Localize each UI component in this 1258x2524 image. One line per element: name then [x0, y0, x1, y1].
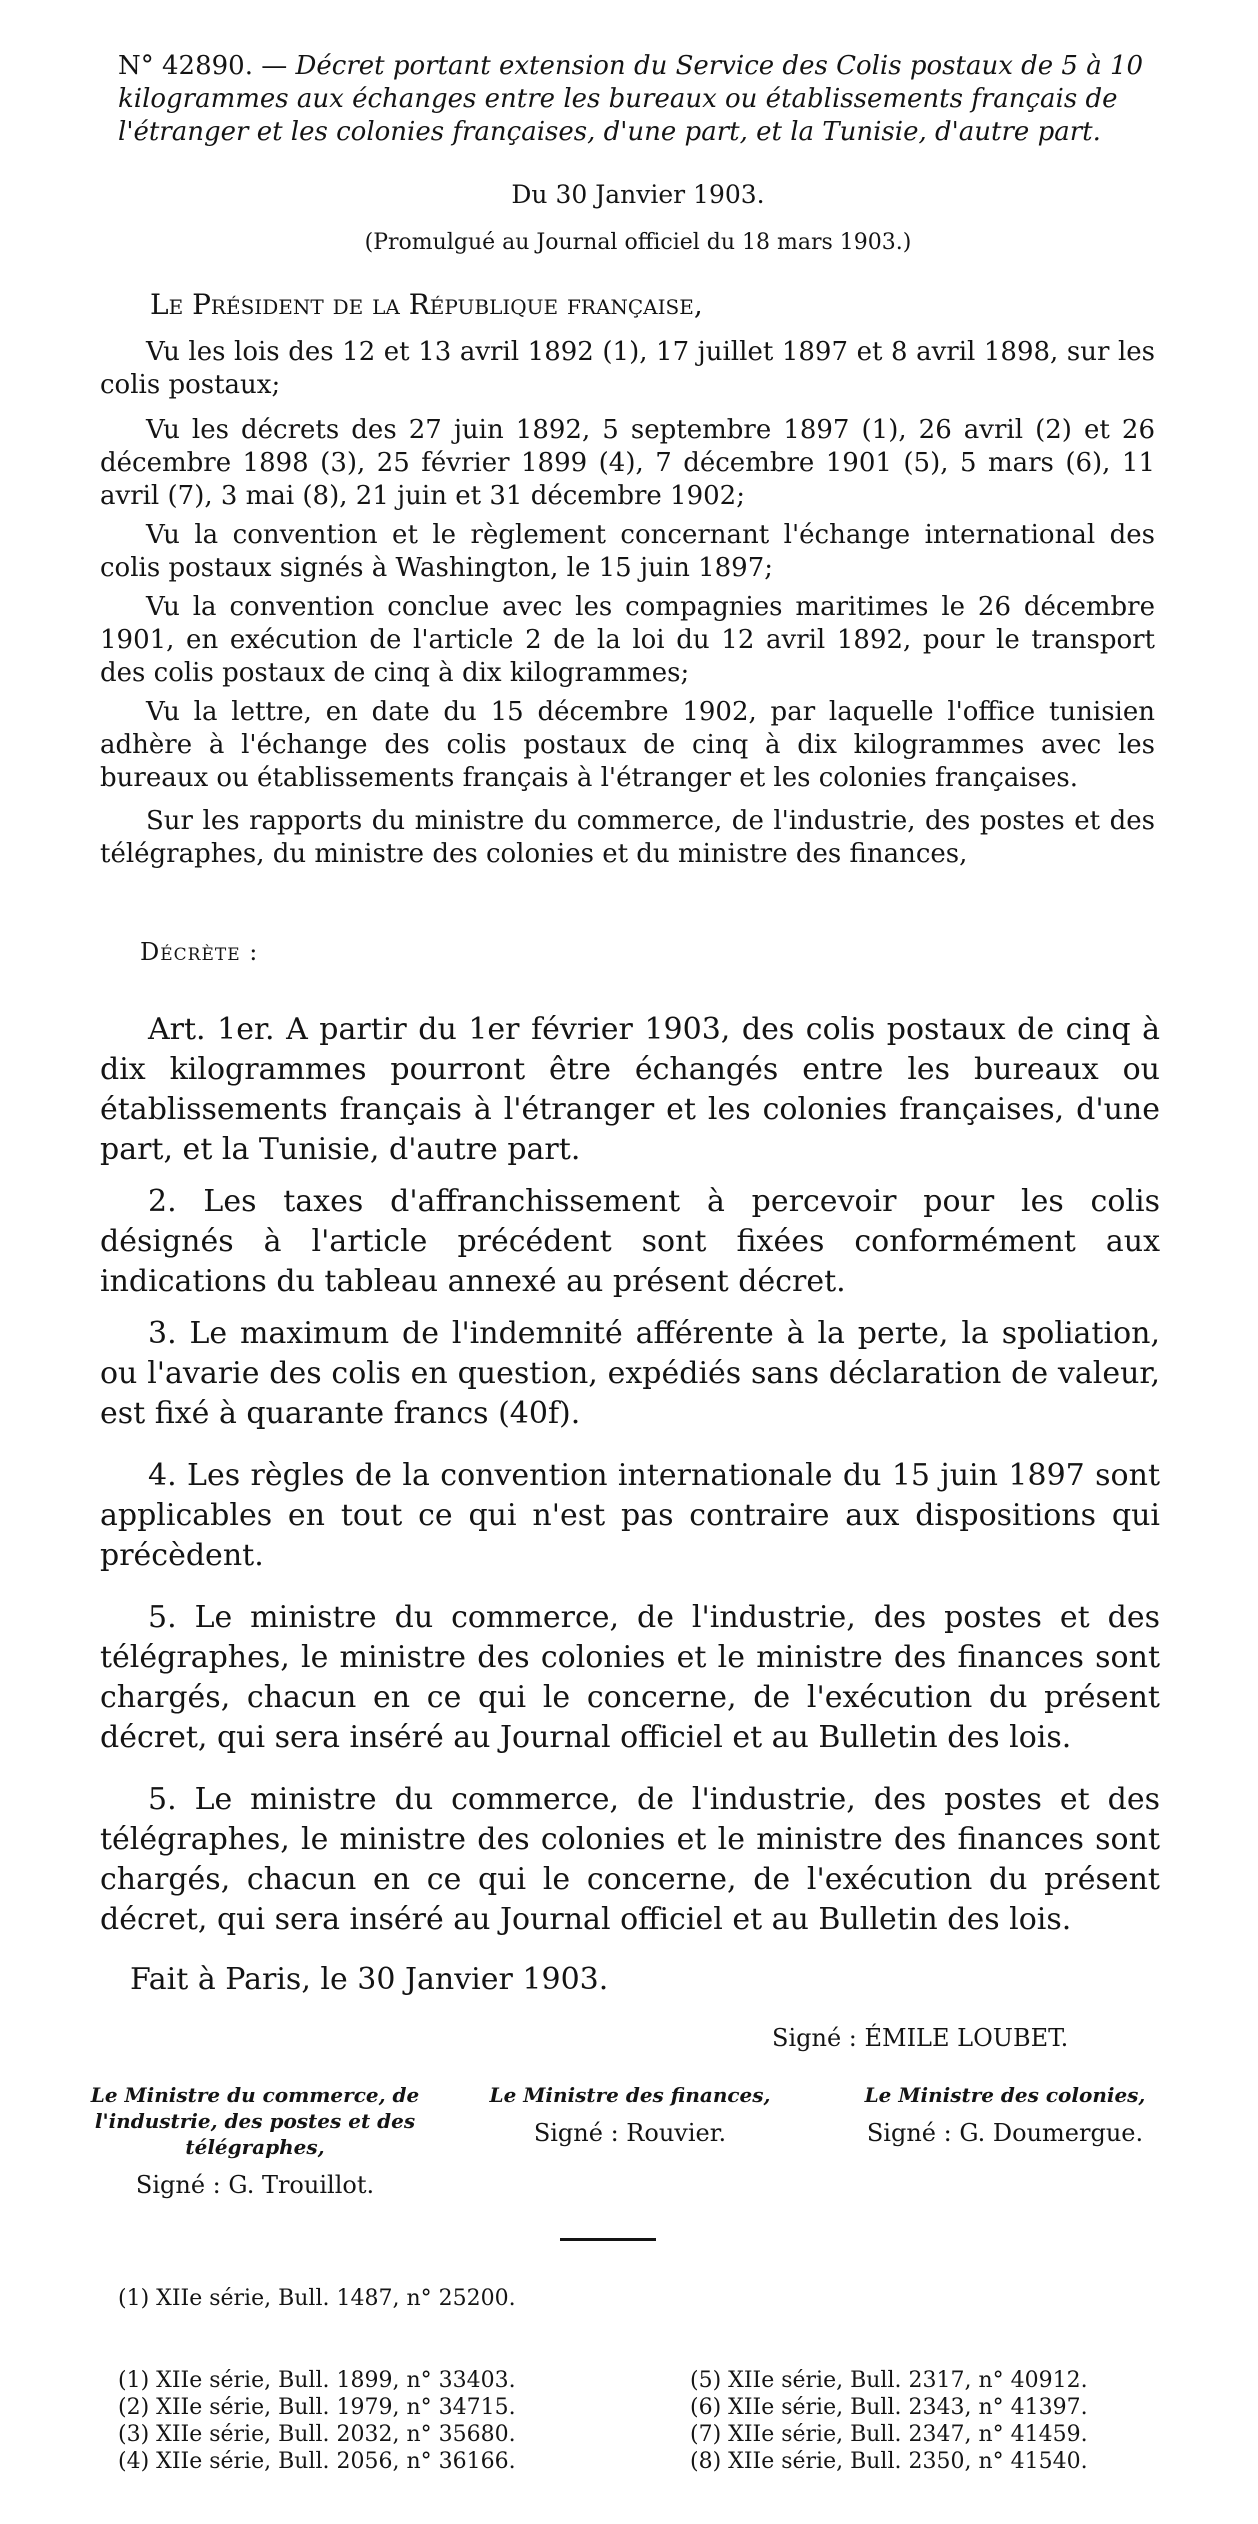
minister-commerce — [90, 2082, 420, 2198]
preamble-paragraph: Sur les rapports du ministre du commerce, de l'industrie, des postes et des télégraphes, du ministre des colonies et du ministre des finances, — [100, 806, 1155, 869]
minister-signature: Signé : Rouvier. — [533, 2119, 727, 2147]
minister-colonies — [840, 2082, 1170, 2198]
article-text: 2. Les taxes d'affranchissement à percevoir pour les colis désignés à l'article précédent sont fixées conformément aux indications du tableau annexé au présent décret. — [100, 1184, 1160, 1299]
decree-number: N° 42890. — — [118, 51, 296, 81]
decree-title: Décret portant extension du Service des Colis postaux de 5 à 10 kilogrammes aux échanges entre les bureaux ou établissements français de l'étranger et les colonies françaises, d'une part, et la Tunisie, d'autre part. — [118, 51, 1144, 147]
article-text: 4. Les règles de la convention internationale du 15 juin 1897 sont applicables en tout ce qui n'est pas contraire aux dispositions qui précèdent. — [100, 1458, 1160, 1573]
footnotes-right-column — [690, 2367, 1088, 2475]
minister-signature: Signé : G. Doumergue. — [866, 2119, 1144, 2147]
footnotes-left-column — [118, 2367, 516, 2475]
footnote: (2) XIIe série, Bull. 1979, n° 34715. — [118, 2395, 516, 2420]
preamble-paragraph: Vu les décrets des 27 juin 1892, 5 septembre 1897 (1), 26 avril (2) et 26 décembre 1898 (3), 25 février 1899 (4), 7 décembre 1901 (5), 5 mars (6), 11 avril (7), 3 mai (8), 21 juin et 31 décembre 1902; — [100, 415, 1155, 511]
preamble-paragraph: Vu la convention conclue avec les compagnies maritimes le 26 décembre 1901, en exécution de l'article 2 de la loi du 12 avril 1892, pour le transport des colis postaux de cinq à dix kilogrammes; — [100, 592, 1155, 688]
preamble-paragraph: Vu la convention et le règlement concernant l'échange international des colis postaux signés à Washington, le 15 juin 1897; — [100, 520, 1155, 583]
footnote: (4) XIIe série, Bull. 2056, n° 36166. — [118, 2449, 516, 2474]
footnote: (6) XIIe série, Bull. 2343, n° 41397. — [690, 2395, 1088, 2420]
minister-signatures — [90, 2082, 1170, 2198]
president-heading: Le Président de la République française, — [150, 288, 703, 321]
footnote: (7) XIIe série, Bull. 2347, n° 41459. — [690, 2422, 1088, 2447]
president-signature: Signé : ÉMILE LOUBET. — [772, 2024, 1069, 2052]
preamble-paragraph: Vu les lois des 12 et 13 avril 1892 (1), 17 juillet 1897 et 8 avril 1898, sur les colis postaux; — [100, 337, 1155, 400]
footnote: (1) XIIe série, Bull. 1899, n° 33403. — [118, 2368, 516, 2393]
minister-role: Le Ministre des finances, — [489, 2083, 771, 2107]
article-text: 5. Le ministre du commerce, de l'industrie, des postes et des télégraphes, le ministre des colonies et le ministre des finances sont chargés, chacun en ce qui le concerne, de l'exécution du présent décret, qui sera inséré au Journal officiel et au Bulletin des lois. — [100, 1782, 1160, 1937]
article-3 — [100, 1314, 1160, 1434]
decree-header — [118, 50, 1158, 149]
minister-role: Le Ministre du commerce, de l'industrie, des postes et des télégraphes, — [90, 2083, 420, 2159]
article-1 — [100, 1010, 1160, 1170]
minister-finances — [465, 2082, 795, 2198]
article-5-repeat — [100, 1780, 1160, 1940]
preamble-paragraph: Vu la lettre, en date du 15 décembre 1902, par laquelle l'office tunisien adhère à l'échange des colis postaux de cinq à dix kilogrammes avec les bureaux ou établissements français à l'étranger et les colonies françaises. — [100, 697, 1155, 793]
footnote: (3) XIIe série, Bull. 2032, n° 35680. — [118, 2422, 516, 2447]
decree-date: Du 30 Janvier 1903. — [511, 180, 765, 209]
minister-signature: Signé : G. Trouillot. — [135, 2171, 375, 2199]
article-text: 3. Le maximum de l'indemnité afférente à la perte, la spoliation, ou l'avarie des colis en question, expédiés sans déclaration de valeur, est fixé à quarante francs (40f). — [100, 1316, 1160, 1431]
place-date-line: Fait à Paris, le 30 Janvier 1903. — [130, 1962, 609, 1997]
footnote: (5) XIIe série, Bull. 2317, n° 40912. — [690, 2368, 1088, 2393]
minister-role: Le Ministre des colonies, — [864, 2083, 1146, 2107]
decrete-heading: Décrète : — [140, 938, 259, 966]
article-text: 5. Le ministre du commerce, de l'industrie, des postes et des télégraphes, le ministre des colonies et le ministre des finances sont chargés, chacun en ce qui le concerne, de l'exécution du présent décret, qui sera inséré au Journal officiel et au Bulletin des lois. — [100, 1600, 1160, 1755]
preamble — [100, 336, 1155, 871]
article-4 — [100, 1456, 1160, 1576]
article-5 — [100, 1598, 1160, 1758]
footnote-divider — [560, 2238, 656, 2241]
promulgation-note: (Promulgué au Journal officiel du 18 mars 1903.) — [364, 230, 912, 255]
footnotes-top — [118, 2285, 516, 2312]
article-text: Art. 1er. A partir du 1er février 1903, des colis postaux de cinq à dix kilogrammes pourront être échangés entre les bureaux ou établissements français à l'étranger et les colonies françaises, d'une part, et la Tunisie, d'autre part. — [100, 1012, 1160, 1167]
footnote: (8) XIIe série, Bull. 2350, n° 41540. — [690, 2449, 1088, 2474]
article-2 — [100, 1182, 1160, 1302]
footnote: (1) XIIe série, Bull. 1487, n° 25200. — [118, 2286, 516, 2311]
